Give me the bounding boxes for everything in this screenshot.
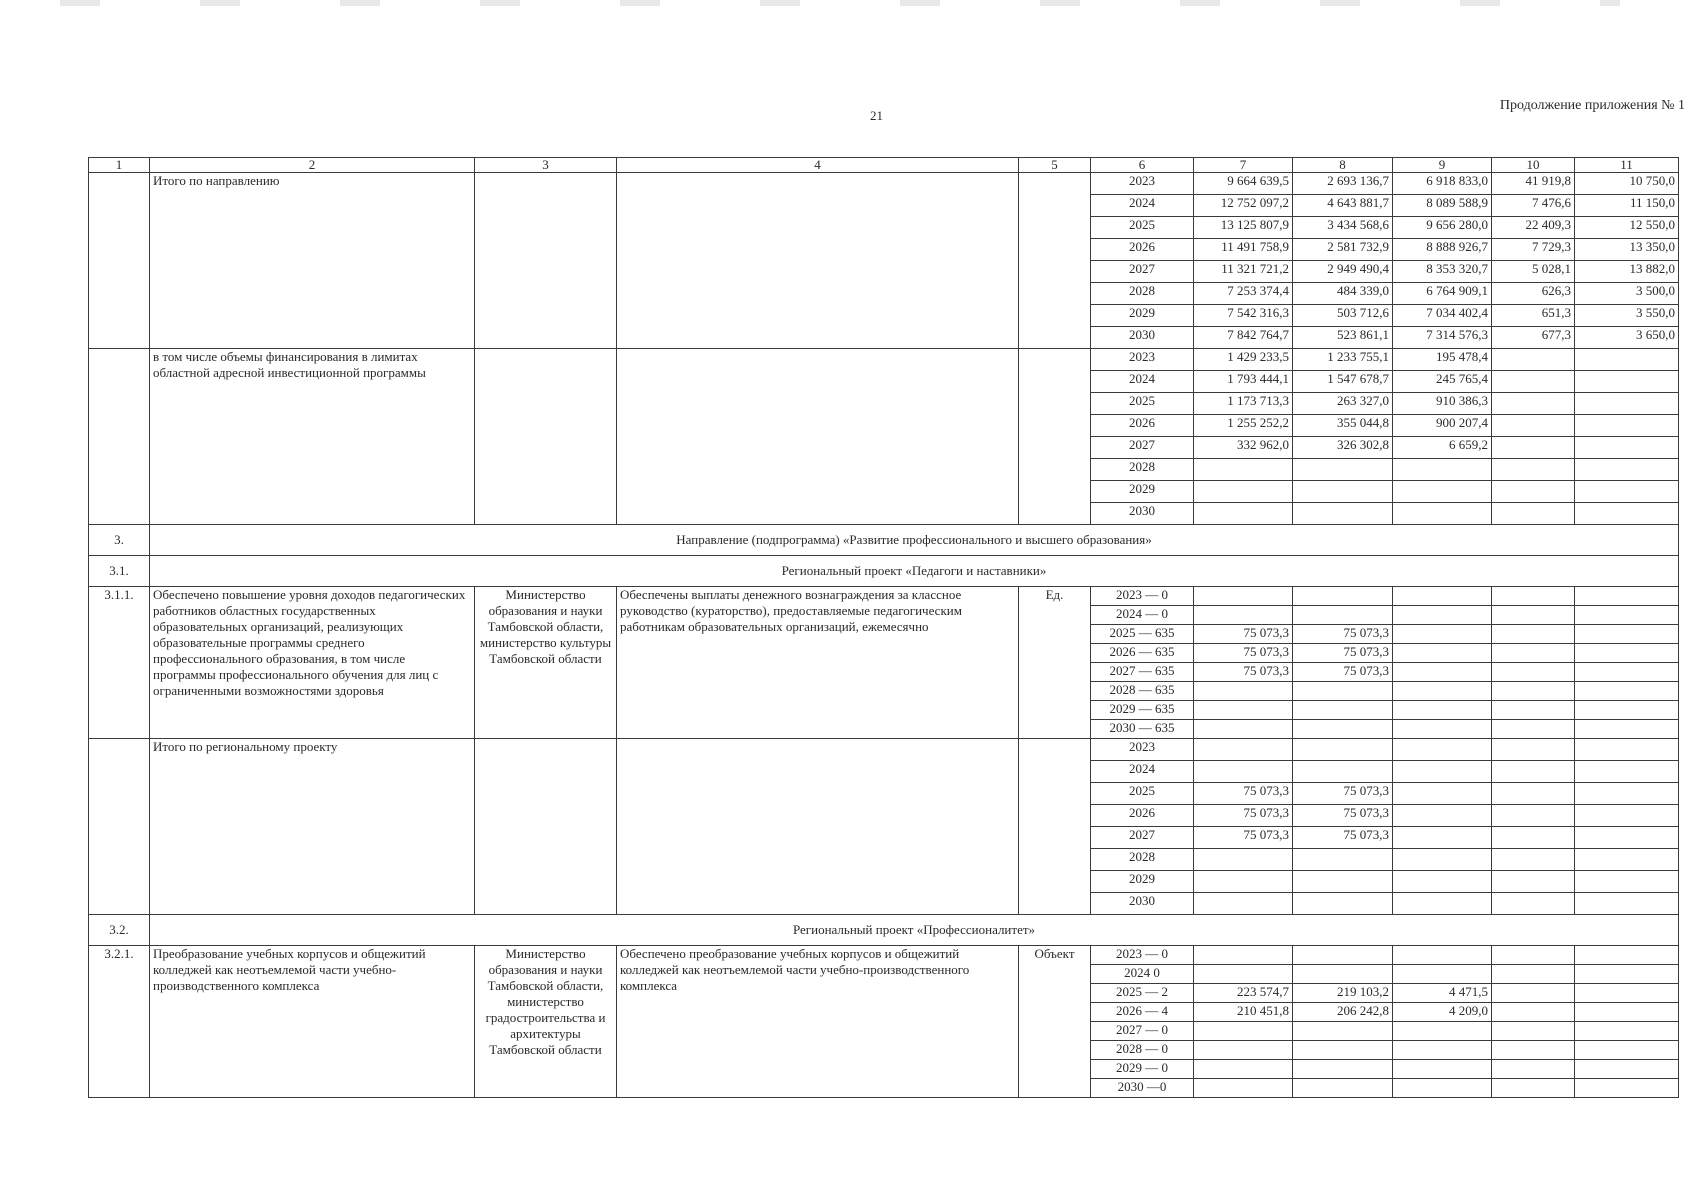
col-header: 7 xyxy=(1194,158,1293,173)
value-cell: 13 350,0 xyxy=(1575,239,1679,261)
value-cell xyxy=(1492,849,1575,871)
year-cell: 2024 — 0 xyxy=(1091,606,1194,625)
value-cell xyxy=(1393,625,1492,644)
value-cell: 223 574,7 xyxy=(1194,984,1293,1003)
value-cell xyxy=(1492,415,1575,437)
value-cell xyxy=(1194,720,1293,739)
col-header: 6 xyxy=(1091,158,1194,173)
value-cell xyxy=(1194,946,1293,965)
year-cell: 2025 xyxy=(1091,217,1194,239)
value-cell: 503 712,6 xyxy=(1293,305,1393,327)
value-cell: 10 750,0 xyxy=(1575,173,1679,195)
column-header-row xyxy=(89,158,1679,173)
year-cell: 2023 xyxy=(1091,173,1194,195)
value-cell xyxy=(1575,349,1679,371)
value-cell xyxy=(1492,371,1575,393)
value-cell xyxy=(1575,587,1679,606)
year-cell: 2030 xyxy=(1091,893,1194,915)
value-cell xyxy=(1575,1060,1679,1079)
value-cell xyxy=(1575,946,1679,965)
value-cell xyxy=(1492,720,1575,739)
value-cell xyxy=(1575,459,1679,481)
value-cell xyxy=(1492,393,1575,415)
value-cell: 1 233 755,1 xyxy=(1293,349,1393,371)
value-cell: 523 861,1 xyxy=(1293,327,1393,349)
col-header: 2 xyxy=(150,158,475,173)
col-header: 10 xyxy=(1492,158,1575,173)
value-cell xyxy=(1293,1079,1393,1098)
year-cell: 2028 — 635 xyxy=(1091,682,1194,701)
value-cell xyxy=(1492,437,1575,459)
resp-cell xyxy=(475,739,617,915)
year-cell: 2026 xyxy=(1091,805,1194,827)
responsible-cell: Министерство образования и науки Тамбовской области, министерство градостроительства и архитектуры Тамбовской области xyxy=(475,946,617,1098)
value-cell: 7 314 576,3 xyxy=(1393,327,1492,349)
responsible-cell: Министерство образования и науки Тамбовской области, министерство культуры Тамбовской области xyxy=(475,587,617,739)
value-cell: 1 173 713,3 xyxy=(1194,393,1293,415)
value-cell xyxy=(1393,663,1492,682)
scan-artifact xyxy=(60,0,1620,6)
value-cell xyxy=(1293,481,1393,503)
value-cell xyxy=(1492,644,1575,663)
value-cell: 75 073,3 xyxy=(1293,625,1393,644)
year-cell: 2030 — 635 xyxy=(1091,720,1194,739)
value-cell xyxy=(1492,871,1575,893)
value-cell: 195 478,4 xyxy=(1393,349,1492,371)
value-cell: 1 255 252,2 xyxy=(1194,415,1293,437)
value-cell xyxy=(1492,349,1575,371)
value-cell xyxy=(1293,459,1393,481)
value-cell xyxy=(1293,682,1393,701)
year-cell: 2028 xyxy=(1091,459,1194,481)
value-cell: 75 073,3 xyxy=(1293,644,1393,663)
value-cell xyxy=(1194,965,1293,984)
value-cell xyxy=(1575,503,1679,525)
year-cell: 2026 xyxy=(1091,239,1194,261)
value-cell xyxy=(1492,606,1575,625)
year-cell: 2026 xyxy=(1091,415,1194,437)
continuation-note: Продолжение приложения № 1 xyxy=(1499,98,1685,113)
value-cell xyxy=(1492,481,1575,503)
value-cell xyxy=(1393,965,1492,984)
unit-cell xyxy=(1019,173,1091,349)
value-cell xyxy=(1393,587,1492,606)
value-cell: 910 386,3 xyxy=(1393,393,1492,415)
value-cell xyxy=(1575,481,1679,503)
value-cell: 13 125 807,9 xyxy=(1194,217,1293,239)
value-cell xyxy=(1492,893,1575,915)
item-description: Обеспечено повышение уровня доходов педагогических работников областных государственных образовательных организаций, реализующих образовательные программы среднего профессионального образования, в том числе программы профессионального обучения для лиц с ограниченными возможностями здоровья xyxy=(150,587,475,739)
value-cell: 626,3 xyxy=(1492,283,1575,305)
section-title: Региональный проект «Профессионалитет» xyxy=(150,915,1679,946)
year-cell: 2023 — 0 xyxy=(1091,946,1194,965)
year-cell: 2028 xyxy=(1091,849,1194,871)
year-cell: 2026 — 4 xyxy=(1091,1003,1194,1022)
value-cell xyxy=(1194,1022,1293,1041)
year-cell: 2029 — 0 xyxy=(1091,1060,1194,1079)
value-cell xyxy=(1194,503,1293,525)
value-cell xyxy=(1492,1079,1575,1098)
value-cell xyxy=(1575,415,1679,437)
value-cell xyxy=(1393,720,1492,739)
value-cell xyxy=(1393,1060,1492,1079)
resp-cell xyxy=(475,173,617,349)
value-cell xyxy=(1293,1022,1393,1041)
label-cell: в том числе объемы финансирования в лимитах областной адресной инвестиционной программы xyxy=(150,349,475,525)
value-cell xyxy=(1293,946,1393,965)
value-cell xyxy=(1393,946,1492,965)
value-cell xyxy=(1575,827,1679,849)
section-number: 3. xyxy=(89,525,150,556)
value-cell xyxy=(1492,805,1575,827)
value-cell xyxy=(1575,663,1679,682)
year-cell: 2027 xyxy=(1091,437,1194,459)
num-cell xyxy=(89,173,150,349)
value-cell xyxy=(1393,739,1492,761)
value-cell xyxy=(1575,984,1679,1003)
section-row xyxy=(89,915,1679,946)
value-cell: 245 765,4 xyxy=(1393,371,1492,393)
value-cell xyxy=(1194,606,1293,625)
value-cell xyxy=(1293,871,1393,893)
item-description: Преобразование учебных корпусов и общежитий колледжей как неотъемлемой части учебно-производственного комплекса xyxy=(150,946,475,1098)
col-header: 8 xyxy=(1293,158,1393,173)
item-3-1-1-row xyxy=(89,587,1679,606)
value-cell xyxy=(1194,871,1293,893)
result-cell: Обеспечено преобразование учебных корпусов и общежитий колледжей как неотъемлемой части учебно-производственного комплекса xyxy=(617,946,1019,1098)
value-cell xyxy=(1393,701,1492,720)
value-cell: 75 073,3 xyxy=(1194,805,1293,827)
value-cell: 75 073,3 xyxy=(1293,663,1393,682)
value-cell xyxy=(1393,1041,1492,1060)
value-cell xyxy=(1293,720,1393,739)
value-cell: 206 242,8 xyxy=(1293,1003,1393,1022)
section-row xyxy=(89,556,1679,587)
year-cell: 2029 — 635 xyxy=(1091,701,1194,720)
value-cell xyxy=(1293,587,1393,606)
unit-cell: Ед. xyxy=(1019,587,1091,739)
value-cell xyxy=(1194,1041,1293,1060)
value-cell: 13 882,0 xyxy=(1575,261,1679,283)
value-cell: 3 500,0 xyxy=(1575,283,1679,305)
value-cell xyxy=(1393,606,1492,625)
value-cell: 12 550,0 xyxy=(1575,217,1679,239)
value-cell: 355 044,8 xyxy=(1293,415,1393,437)
value-cell xyxy=(1492,761,1575,783)
value-cell xyxy=(1492,1041,1575,1060)
col-header: 4 xyxy=(617,158,1019,173)
value-cell xyxy=(1393,503,1492,525)
year-cell: 2029 xyxy=(1091,481,1194,503)
value-cell: 677,3 xyxy=(1492,327,1575,349)
value-cell: 9 656 280,0 xyxy=(1393,217,1492,239)
value-cell: 9 664 639,5 xyxy=(1194,173,1293,195)
col-header: 3 xyxy=(475,158,617,173)
value-cell xyxy=(1393,893,1492,915)
value-cell: 6 659,2 xyxy=(1393,437,1492,459)
value-cell xyxy=(1293,1060,1393,1079)
value-cell xyxy=(1492,587,1575,606)
value-cell xyxy=(1575,720,1679,739)
label-cell: Итого по направлению xyxy=(150,173,475,349)
value-cell xyxy=(1575,1003,1679,1022)
value-cell xyxy=(1575,783,1679,805)
year-cell: 2023 — 0 xyxy=(1091,587,1194,606)
value-cell xyxy=(1575,644,1679,663)
value-cell xyxy=(1575,1079,1679,1098)
value-cell: 5 028,1 xyxy=(1492,261,1575,283)
value-cell xyxy=(1492,503,1575,525)
value-cell xyxy=(1393,1022,1492,1041)
value-cell xyxy=(1492,783,1575,805)
value-cell: 1 793 444,1 xyxy=(1194,371,1293,393)
value-cell xyxy=(1293,503,1393,525)
unit-cell xyxy=(1019,349,1091,525)
unit-cell xyxy=(1019,739,1091,915)
value-cell xyxy=(1293,606,1393,625)
unit-cell: Объект xyxy=(1019,946,1091,1098)
value-cell xyxy=(1575,893,1679,915)
year-cell: 2026 — 635 xyxy=(1091,644,1194,663)
value-cell xyxy=(1293,849,1393,871)
value-cell xyxy=(1575,437,1679,459)
value-cell xyxy=(1492,984,1575,1003)
value-cell: 11 150,0 xyxy=(1575,195,1679,217)
value-cell xyxy=(1492,459,1575,481)
value-cell: 210 451,8 xyxy=(1194,1003,1293,1022)
section-title: Направление (подпрограмма) «Развитие профессионального и высшего образования» xyxy=(150,525,1679,556)
value-cell xyxy=(1575,1022,1679,1041)
value-cell: 2 693 136,7 xyxy=(1293,173,1393,195)
value-cell: 7 542 316,3 xyxy=(1194,305,1293,327)
investment-limits-row xyxy=(89,349,1679,371)
value-cell: 75 073,3 xyxy=(1194,644,1293,663)
value-cell xyxy=(1194,587,1293,606)
year-cell: 2030 xyxy=(1091,503,1194,525)
result-cell xyxy=(617,173,1019,349)
value-cell: 1 547 678,7 xyxy=(1293,371,1393,393)
num-cell xyxy=(89,349,150,525)
year-cell: 2029 xyxy=(1091,305,1194,327)
value-cell: 7 034 402,4 xyxy=(1393,305,1492,327)
value-cell: 4 209,0 xyxy=(1393,1003,1492,1022)
value-cell xyxy=(1194,701,1293,720)
value-cell: 484 339,0 xyxy=(1293,283,1393,305)
value-cell xyxy=(1194,849,1293,871)
value-cell xyxy=(1194,893,1293,915)
item-number: 3.1.1. xyxy=(89,587,150,739)
value-cell xyxy=(1194,739,1293,761)
value-cell: 326 302,8 xyxy=(1293,437,1393,459)
value-cell: 8 089 588,9 xyxy=(1393,195,1492,217)
value-cell xyxy=(1492,1003,1575,1022)
total-direction-row xyxy=(89,173,1679,195)
value-cell xyxy=(1575,393,1679,415)
year-cell: 2025 — 635 xyxy=(1091,625,1194,644)
value-cell xyxy=(1492,1022,1575,1041)
value-cell xyxy=(1492,827,1575,849)
value-cell xyxy=(1575,805,1679,827)
value-cell: 75 073,3 xyxy=(1293,805,1393,827)
value-cell: 2 581 732,9 xyxy=(1293,239,1393,261)
value-cell xyxy=(1393,761,1492,783)
value-cell xyxy=(1393,644,1492,663)
value-cell xyxy=(1293,893,1393,915)
value-cell xyxy=(1575,761,1679,783)
value-cell: 8 353 320,7 xyxy=(1393,261,1492,283)
value-cell: 6 764 909,1 xyxy=(1393,283,1492,305)
value-cell xyxy=(1575,1041,1679,1060)
value-cell xyxy=(1575,965,1679,984)
value-cell xyxy=(1293,761,1393,783)
result-cell: Обеспечены выплаты денежного вознаграждения за классное руководство (кураторство), предоставляемые педагогическим работникам образовательных организаций, ежемесячно xyxy=(617,587,1019,739)
value-cell xyxy=(1393,849,1492,871)
value-cell xyxy=(1492,965,1575,984)
value-cell: 4 471,5 xyxy=(1393,984,1492,1003)
value-cell xyxy=(1492,701,1575,720)
value-cell xyxy=(1194,682,1293,701)
value-cell: 3 434 568,6 xyxy=(1293,217,1393,239)
year-cell: 2027 xyxy=(1091,827,1194,849)
value-cell xyxy=(1492,1060,1575,1079)
year-cell: 2025 xyxy=(1091,393,1194,415)
num-cell xyxy=(89,739,150,915)
value-cell: 900 207,4 xyxy=(1393,415,1492,437)
value-cell xyxy=(1492,663,1575,682)
year-cell: 2027 — 635 xyxy=(1091,663,1194,682)
value-cell: 219 103,2 xyxy=(1293,984,1393,1003)
value-cell xyxy=(1492,625,1575,644)
value-cell: 6 918 833,0 xyxy=(1393,173,1492,195)
value-cell xyxy=(1194,1060,1293,1079)
value-cell: 41 919,8 xyxy=(1492,173,1575,195)
value-cell: 8 888 926,7 xyxy=(1393,239,1492,261)
value-cell xyxy=(1393,481,1492,503)
value-cell: 3 550,0 xyxy=(1575,305,1679,327)
year-cell: 2030 —0 xyxy=(1091,1079,1194,1098)
value-cell xyxy=(1393,1079,1492,1098)
value-cell xyxy=(1393,783,1492,805)
value-cell xyxy=(1194,459,1293,481)
year-cell: 2024 xyxy=(1091,761,1194,783)
year-cell: 2028 — 0 xyxy=(1091,1041,1194,1060)
section-number: 3.2. xyxy=(89,915,150,946)
value-cell: 7 253 374,4 xyxy=(1194,283,1293,305)
value-cell: 263 327,0 xyxy=(1293,393,1393,415)
result-cell xyxy=(617,349,1019,525)
value-cell xyxy=(1492,739,1575,761)
value-cell xyxy=(1293,739,1393,761)
result-cell xyxy=(617,739,1019,915)
value-cell xyxy=(1575,739,1679,761)
col-header: 11 xyxy=(1575,158,1679,173)
value-cell xyxy=(1293,701,1393,720)
year-cell: 2025 — 2 xyxy=(1091,984,1194,1003)
value-cell: 7 729,3 xyxy=(1492,239,1575,261)
value-cell xyxy=(1575,606,1679,625)
year-cell: 2025 xyxy=(1091,783,1194,805)
value-cell: 11 321 721,2 xyxy=(1194,261,1293,283)
value-cell xyxy=(1492,682,1575,701)
value-cell: 3 650,0 xyxy=(1575,327,1679,349)
value-cell: 1 429 233,5 xyxy=(1194,349,1293,371)
year-cell: 2029 xyxy=(1091,871,1194,893)
value-cell xyxy=(1575,871,1679,893)
total-regional-project-row xyxy=(89,739,1679,761)
value-cell: 332 962,0 xyxy=(1194,437,1293,459)
resp-cell xyxy=(475,349,617,525)
item-number: 3.2.1. xyxy=(89,946,150,1098)
value-cell xyxy=(1393,805,1492,827)
value-cell xyxy=(1293,1041,1393,1060)
value-cell: 75 073,3 xyxy=(1293,783,1393,805)
value-cell: 651,3 xyxy=(1492,305,1575,327)
value-cell: 75 073,3 xyxy=(1194,663,1293,682)
value-cell: 4 643 881,7 xyxy=(1293,195,1393,217)
year-cell: 2024 xyxy=(1091,195,1194,217)
value-cell: 75 073,3 xyxy=(1293,827,1393,849)
value-cell: 2 949 490,4 xyxy=(1293,261,1393,283)
value-cell xyxy=(1575,371,1679,393)
value-cell xyxy=(1575,625,1679,644)
section-number: 3.1. xyxy=(89,556,150,587)
col-header: 9 xyxy=(1393,158,1492,173)
value-cell: 7 842 764,7 xyxy=(1194,327,1293,349)
value-cell xyxy=(1194,761,1293,783)
col-header: 1 xyxy=(89,158,150,173)
section-row xyxy=(89,525,1679,556)
page-number: 21 xyxy=(870,108,883,123)
col-header: 5 xyxy=(1019,158,1091,173)
value-cell xyxy=(1575,682,1679,701)
value-cell xyxy=(1575,701,1679,720)
year-cell: 2023 xyxy=(1091,739,1194,761)
value-cell: 75 073,3 xyxy=(1194,625,1293,644)
value-cell: 75 073,3 xyxy=(1194,827,1293,849)
year-cell: 2027 xyxy=(1091,261,1194,283)
value-cell xyxy=(1575,849,1679,871)
value-cell xyxy=(1194,1079,1293,1098)
year-cell: 2028 xyxy=(1091,283,1194,305)
value-cell xyxy=(1393,682,1492,701)
year-cell: 2023 xyxy=(1091,349,1194,371)
value-cell xyxy=(1393,459,1492,481)
value-cell: 11 491 758,9 xyxy=(1194,239,1293,261)
value-cell: 7 476,6 xyxy=(1492,195,1575,217)
year-cell: 2030 xyxy=(1091,327,1194,349)
value-cell: 75 073,3 xyxy=(1194,783,1293,805)
label-cell: Итого по региональному проекту xyxy=(150,739,475,915)
value-cell: 12 752 097,2 xyxy=(1194,195,1293,217)
value-cell: 22 409,3 xyxy=(1492,217,1575,239)
appendix-table xyxy=(88,157,1679,1098)
year-cell: 2024 0 xyxy=(1091,965,1194,984)
section-title: Региональный проект «Педагоги и наставники» xyxy=(150,556,1679,587)
year-cell: 2024 xyxy=(1091,371,1194,393)
value-cell xyxy=(1492,946,1575,965)
value-cell xyxy=(1393,827,1492,849)
item-3-2-1-row xyxy=(89,946,1679,965)
value-cell xyxy=(1194,481,1293,503)
value-cell xyxy=(1393,871,1492,893)
year-cell: 2027 — 0 xyxy=(1091,1022,1194,1041)
value-cell xyxy=(1293,965,1393,984)
